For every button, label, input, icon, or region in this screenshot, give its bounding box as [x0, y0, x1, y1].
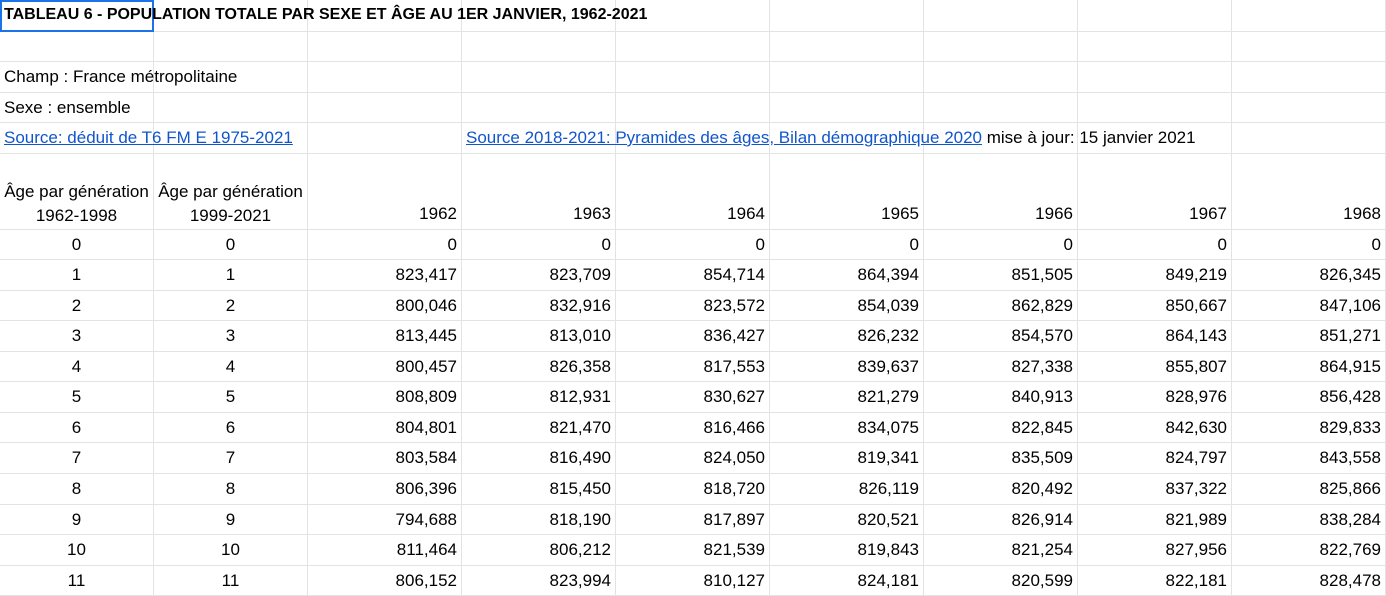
- cell-population-value[interactable]: [308, 443, 462, 474]
- population-value: 862,829: [1011, 296, 1073, 315]
- cell-age-gen-1[interactable]: [0, 566, 154, 596]
- age-value: 9: [225, 510, 236, 529]
- cell-population-value[interactable]: [1078, 260, 1232, 291]
- population-value: 813,010: [549, 326, 611, 345]
- grid-cell[interactable]: [1232, 32, 1386, 62]
- grid-cell[interactable]: [616, 93, 770, 123]
- grid-cell[interactable]: [616, 32, 770, 62]
- cell-population-value[interactable]: [924, 413, 1078, 443]
- population-value: 0: [447, 235, 457, 254]
- header-year-1965[interactable]: [770, 154, 924, 230]
- cell-population-value[interactable]: [616, 230, 770, 260]
- population-value: 819,843: [857, 540, 919, 559]
- cell-population-value[interactable]: [924, 230, 1078, 260]
- header-year-1966[interactable]: [924, 154, 1078, 230]
- header-age-generation-1999-2021[interactable]: [154, 154, 308, 230]
- cell-age-gen-2[interactable]: [154, 321, 308, 352]
- cell-population-value[interactable]: [1232, 535, 1386, 566]
- cell-population-value[interactable]: [1078, 382, 1232, 413]
- cell-age-gen-1[interactable]: [0, 474, 154, 505]
- population-value: 850,667: [1165, 296, 1227, 315]
- cell-population-value[interactable]: [308, 321, 462, 352]
- grid-cell[interactable]: [770, 93, 924, 123]
- grid-cell[interactable]: [462, 32, 616, 62]
- population-value: 856,428: [1319, 387, 1381, 406]
- population-value: 832,916: [549, 296, 611, 315]
- population-value: 0: [1063, 235, 1073, 254]
- cell-age-gen-1[interactable]: [0, 321, 154, 352]
- cell-population-value[interactable]: [462, 474, 616, 505]
- cell-population-value[interactable]: [308, 230, 462, 260]
- grid-cell[interactable]: [924, 32, 1078, 62]
- grid-cell[interactable]: [924, 0, 1078, 32]
- cell-population-value[interactable]: [1232, 566, 1386, 596]
- population-value: 806,212: [549, 540, 611, 559]
- age-value: 8: [225, 479, 236, 498]
- population-value: 824,181: [857, 571, 919, 590]
- cell-population-value[interactable]: [462, 382, 616, 413]
- population-value: 806,396: [395, 479, 457, 498]
- population-value: 851,271: [1319, 326, 1381, 345]
- cell-age-gen-1[interactable]: [0, 291, 154, 321]
- age-value: 10: [221, 540, 240, 559]
- grid-cell[interactable]: [1078, 62, 1232, 93]
- cell-population-value[interactable]: [462, 505, 616, 535]
- cell-population-value[interactable]: [308, 413, 462, 443]
- cell-population-value[interactable]: [770, 474, 924, 505]
- cell-population-value[interactable]: [1232, 413, 1386, 443]
- header-year-1962[interactable]: [308, 154, 462, 230]
- cell-age-gen-1[interactable]: [0, 535, 154, 566]
- cell-population-value[interactable]: [1232, 291, 1386, 321]
- population-value: 817,897: [703, 510, 765, 529]
- cell-population-value[interactable]: [308, 566, 462, 596]
- population-value: 823,994: [549, 571, 611, 590]
- population-value: 854,570: [1011, 326, 1073, 345]
- champ-text: Champ : France métropolitaine: [4, 67, 238, 86]
- cell-population-value[interactable]: [462, 291, 616, 321]
- header-age-generation-1962-1998[interactable]: [0, 154, 154, 230]
- population-value: 824,050: [703, 448, 765, 467]
- grid-cell[interactable]: [308, 62, 462, 93]
- cell-population-value[interactable]: [616, 505, 770, 535]
- population-value: 829,833: [1319, 418, 1381, 437]
- age-value: 0: [71, 235, 82, 254]
- cell-age-gen-2[interactable]: [154, 291, 308, 321]
- grid-cell[interactable]: [462, 62, 616, 93]
- sheet-title-text: TABLEAU 6 - POPULATION TOTALE PAR SEXE ET ÂGE AU 1ER JANVIER, 1962-2021: [4, 6, 648, 23]
- population-value: 826,119: [858, 479, 919, 498]
- population-value: 834,075: [857, 418, 919, 437]
- age-value: 8: [71, 479, 82, 498]
- header-year-1967[interactable]: [1078, 154, 1232, 230]
- cell-population-value[interactable]: [1232, 321, 1386, 352]
- population-value: 816,490: [549, 448, 611, 467]
- cell-population-value[interactable]: [462, 352, 616, 382]
- population-value: 836,427: [703, 326, 765, 345]
- header-year-1964[interactable]: [616, 154, 770, 230]
- population-value: 840,913: [1011, 387, 1073, 406]
- population-value: 824,797: [1165, 448, 1227, 467]
- population-value: 822,769: [1319, 540, 1381, 559]
- population-value: 808,809: [395, 387, 457, 406]
- header-year-text: 1965: [881, 204, 919, 223]
- cell-population-value[interactable]: [462, 260, 616, 291]
- grid-cell[interactable]: [1232, 62, 1386, 93]
- population-value: 864,143: [1165, 326, 1227, 345]
- cell-population-value[interactable]: [770, 566, 924, 596]
- population-value: 827,338: [1011, 357, 1073, 376]
- cell-population-value[interactable]: [308, 505, 462, 535]
- cell-population-value[interactable]: [770, 321, 924, 352]
- population-value: 821,279: [857, 387, 919, 406]
- header-age-gen-2-text: Âge par génération 1999-2021: [158, 182, 303, 225]
- grid-cell[interactable]: [308, 93, 462, 123]
- cell-population-value[interactable]: [616, 474, 770, 505]
- age-value: 1: [225, 265, 236, 284]
- grid-cell[interactable]: [308, 123, 462, 154]
- population-value: 826,232: [857, 326, 919, 345]
- sheet-title[interactable]: [0, 0, 648, 32]
- cell-age-gen-1[interactable]: [0, 413, 154, 443]
- population-value: 854,714: [703, 265, 765, 284]
- source-right-link[interactable]: Source 2018-2021: Pyramides des âges, Bilan démographique 2020: [466, 128, 983, 147]
- population-value: 817,553: [703, 357, 765, 376]
- age-value: 2: [71, 296, 82, 315]
- cell-population-value[interactable]: [308, 474, 462, 505]
- population-value: 821,254: [1011, 540, 1073, 559]
- population-value: 842,630: [1165, 418, 1227, 437]
- population-value: 819,341: [857, 448, 919, 467]
- population-value: 816,466: [703, 418, 765, 437]
- grid-cell[interactable]: [1078, 32, 1232, 62]
- cell-population-value[interactable]: [308, 260, 462, 291]
- cell-age-gen-2[interactable]: [154, 230, 308, 260]
- cell-population-value[interactable]: [308, 291, 462, 321]
- population-value: 822,845: [1011, 418, 1073, 437]
- cell-age-gen-2[interactable]: [154, 352, 308, 382]
- cell-population-value[interactable]: [770, 260, 924, 291]
- cell-population-value[interactable]: [462, 535, 616, 566]
- age-value: 3: [225, 326, 236, 345]
- population-value: 837,322: [1165, 479, 1227, 498]
- age-value: 7: [225, 448, 236, 467]
- age-value: 3: [71, 326, 82, 345]
- cell-population-value[interactable]: [1232, 474, 1386, 505]
- cell-age-gen-2[interactable]: [154, 535, 308, 566]
- cell-population-value[interactable]: [1078, 321, 1232, 352]
- population-value: 843,558: [1319, 448, 1381, 467]
- grid-cell[interactable]: [1232, 0, 1386, 32]
- header-year-1968[interactable]: [1232, 154, 1386, 230]
- population-value: 822,181: [1165, 571, 1227, 590]
- age-value: 9: [71, 510, 82, 529]
- cell-population-value[interactable]: [1232, 260, 1386, 291]
- cell-population-value[interactable]: [770, 291, 924, 321]
- cell-population-value[interactable]: [616, 260, 770, 291]
- grid-cell[interactable]: [1232, 93, 1386, 123]
- age-value: 6: [225, 418, 236, 437]
- age-value: 5: [71, 387, 82, 406]
- cell-population-value[interactable]: [308, 352, 462, 382]
- champ-cell[interactable]: [0, 62, 238, 93]
- grid-cell[interactable]: [770, 32, 924, 62]
- sexe-text: Sexe : ensemble: [4, 98, 131, 117]
- population-value: 864,394: [857, 265, 919, 284]
- population-value: 825,866: [1319, 479, 1381, 498]
- cell-population-value[interactable]: [1078, 566, 1232, 596]
- cell-population-value[interactable]: [770, 535, 924, 566]
- age-value: 7: [71, 448, 82, 467]
- grid-cell[interactable]: [1232, 123, 1386, 154]
- population-value: 0: [755, 235, 765, 254]
- cell-population-value[interactable]: [1078, 505, 1232, 535]
- age-value: 10: [67, 540, 86, 559]
- grid-cell[interactable]: [1078, 93, 1232, 123]
- grid-cell[interactable]: [308, 32, 462, 62]
- cell-population-value[interactable]: [770, 443, 924, 474]
- grid-cell[interactable]: [924, 62, 1078, 93]
- population-value: 0: [601, 235, 611, 254]
- cell-population-value[interactable]: [924, 535, 1078, 566]
- cell-population-value[interactable]: [616, 352, 770, 382]
- cell-population-value[interactable]: [1078, 291, 1232, 321]
- cell-population-value[interactable]: [462, 566, 616, 596]
- age-value: 0: [225, 235, 236, 254]
- cell-population-value[interactable]: [616, 443, 770, 474]
- header-year-text: 1968: [1343, 204, 1381, 223]
- population-value: 830,627: [703, 387, 765, 406]
- population-value: 812,931: [549, 387, 611, 406]
- cell-age-gen-2[interactable]: [154, 474, 308, 505]
- grid-cell[interactable]: [616, 62, 770, 93]
- cell-population-value[interactable]: [462, 443, 616, 474]
- age-value: 11: [221, 571, 240, 590]
- population-value: 804,801: [395, 418, 457, 437]
- population-value: 803,584: [395, 448, 457, 467]
- population-value: 823,709: [549, 265, 611, 284]
- header-year-text: 1964: [727, 204, 765, 223]
- population-value: 838,284: [1319, 510, 1381, 529]
- cell-population-value[interactable]: [616, 382, 770, 413]
- cell-population-value[interactable]: [924, 505, 1078, 535]
- age-value: 4: [225, 357, 236, 376]
- population-value: 810,127: [703, 571, 765, 590]
- cell-population-value[interactable]: [462, 321, 616, 352]
- cell-age-gen-1[interactable]: [0, 382, 154, 413]
- population-value: 800,046: [395, 296, 457, 315]
- cell-population-value[interactable]: [1078, 474, 1232, 505]
- cell-population-value[interactable]: [1232, 382, 1386, 413]
- population-value: 826,914: [1011, 510, 1073, 529]
- cell-population-value[interactable]: [924, 352, 1078, 382]
- cell-age-gen-1[interactable]: [0, 352, 154, 382]
- population-value: 828,976: [1165, 387, 1227, 406]
- cell-population-value[interactable]: [924, 260, 1078, 291]
- population-value: 820,492: [1011, 479, 1073, 498]
- cell-population-value[interactable]: [924, 321, 1078, 352]
- population-value: 0: [1371, 235, 1381, 254]
- cell-age-gen-2[interactable]: [154, 413, 308, 443]
- cell-population-value[interactable]: [770, 505, 924, 535]
- population-value: 823,572: [703, 296, 765, 315]
- cell-population-value[interactable]: [308, 382, 462, 413]
- cell-age-gen-1[interactable]: [0, 443, 154, 474]
- population-value: 828,478: [1319, 571, 1381, 590]
- cell-population-value[interactable]: [1232, 230, 1386, 260]
- cell-population-value[interactable]: [1078, 413, 1232, 443]
- population-value: 0: [1217, 235, 1227, 254]
- age-value: 5: [225, 387, 236, 406]
- cell-population-value[interactable]: [770, 382, 924, 413]
- cell-population-value[interactable]: [616, 413, 770, 443]
- population-value: 800,457: [395, 357, 457, 376]
- cell-age-gen-2[interactable]: [154, 260, 308, 291]
- cell-population-value[interactable]: [770, 230, 924, 260]
- cell-population-value[interactable]: [1232, 443, 1386, 474]
- population-value: 864,915: [1319, 357, 1381, 376]
- cell-population-value[interactable]: [924, 566, 1078, 596]
- population-value: 820,521: [857, 510, 919, 529]
- population-value: 826,358: [549, 357, 611, 376]
- population-value: 820,599: [1011, 571, 1073, 590]
- header-year-text: 1963: [573, 204, 611, 223]
- cell-population-value[interactable]: [616, 321, 770, 352]
- grid-cell[interactable]: [770, 0, 924, 32]
- header-year-text: 1962: [419, 204, 457, 223]
- population-value: 826,345: [1319, 265, 1381, 284]
- cell-population-value[interactable]: [770, 352, 924, 382]
- cell-age-gen-1[interactable]: [0, 230, 154, 260]
- cell-age-gen-1[interactable]: [0, 505, 154, 535]
- cell-population-value[interactable]: [462, 230, 616, 260]
- sexe-cell[interactable]: [0, 93, 154, 123]
- population-value: 818,720: [703, 479, 765, 498]
- grid-cell[interactable]: [154, 32, 308, 62]
- header-year-1963[interactable]: [462, 154, 616, 230]
- cell-population-value[interactable]: [616, 535, 770, 566]
- population-value: 811,464: [396, 540, 457, 559]
- cell-age-gen-2[interactable]: [154, 443, 308, 474]
- population-value: 835,509: [1011, 448, 1073, 467]
- header-year-text: 1967: [1189, 204, 1227, 223]
- cell-population-value[interactable]: [616, 291, 770, 321]
- population-value: 818,190: [549, 510, 611, 529]
- population-value: 815,450: [549, 479, 611, 498]
- source-right-note: mise à jour: 15 janvier 2021: [982, 128, 1196, 147]
- age-value: 4: [71, 357, 82, 376]
- population-value: 821,539: [703, 540, 765, 559]
- grid-cell[interactable]: [924, 93, 1078, 123]
- population-value: 821,470: [549, 418, 611, 437]
- population-value: 827,956: [1165, 540, 1227, 559]
- cell-population-value[interactable]: [1078, 352, 1232, 382]
- population-value: 849,219: [1165, 265, 1227, 284]
- age-value: 6: [71, 418, 82, 437]
- grid-cell[interactable]: [770, 62, 924, 93]
- population-value: 847,106: [1319, 296, 1381, 315]
- grid-cell[interactable]: [462, 93, 616, 123]
- cell-population-value[interactable]: [924, 474, 1078, 505]
- population-value: 806,152: [395, 571, 457, 590]
- age-value: 1: [71, 265, 82, 284]
- cell-population-value[interactable]: [1232, 352, 1386, 382]
- population-value: 855,807: [1165, 357, 1227, 376]
- source-left-cell[interactable]: [0, 123, 293, 154]
- grid-cell[interactable]: [154, 93, 308, 123]
- cell-population-value[interactable]: [770, 413, 924, 443]
- population-value: 839,637: [857, 357, 919, 376]
- cell-population-value[interactable]: [616, 566, 770, 596]
- grid-cell[interactable]: [1078, 0, 1232, 32]
- population-value: 851,505: [1011, 265, 1073, 284]
- cell-age-gen-2[interactable]: [154, 505, 308, 535]
- header-age-gen-1-text: Âge par génération 1962-1998: [4, 182, 149, 225]
- cell-age-gen-2[interactable]: [154, 566, 308, 596]
- population-value: 854,039: [857, 296, 919, 315]
- cell-population-value[interactable]: [924, 291, 1078, 321]
- population-value: 821,989: [1165, 510, 1227, 529]
- cell-population-value[interactable]: [924, 443, 1078, 474]
- cell-population-value[interactable]: [462, 413, 616, 443]
- source-left-link[interactable]: Source: déduit de T6 FM E 1975-2021: [4, 128, 293, 147]
- cell-population-value[interactable]: [1078, 230, 1232, 260]
- population-value: 813,445: [395, 326, 457, 345]
- age-value: 2: [225, 296, 236, 315]
- population-value: 823,417: [395, 265, 457, 284]
- cell-population-value[interactable]: [1232, 505, 1386, 535]
- cell-population-value[interactable]: [924, 382, 1078, 413]
- header-year-text: 1966: [1035, 204, 1073, 223]
- cell-population-value[interactable]: [308, 535, 462, 566]
- cell-population-value[interactable]: [1078, 535, 1232, 566]
- grid-cell[interactable]: [0, 32, 154, 62]
- source-right-cell[interactable]: [462, 123, 1196, 154]
- cell-age-gen-2[interactable]: [154, 382, 308, 413]
- population-value: 0: [909, 235, 919, 254]
- age-value: 11: [67, 571, 86, 590]
- population-value: 794,688: [395, 510, 457, 529]
- cell-population-value[interactable]: [1078, 443, 1232, 474]
- cell-age-gen-1[interactable]: [0, 260, 154, 291]
